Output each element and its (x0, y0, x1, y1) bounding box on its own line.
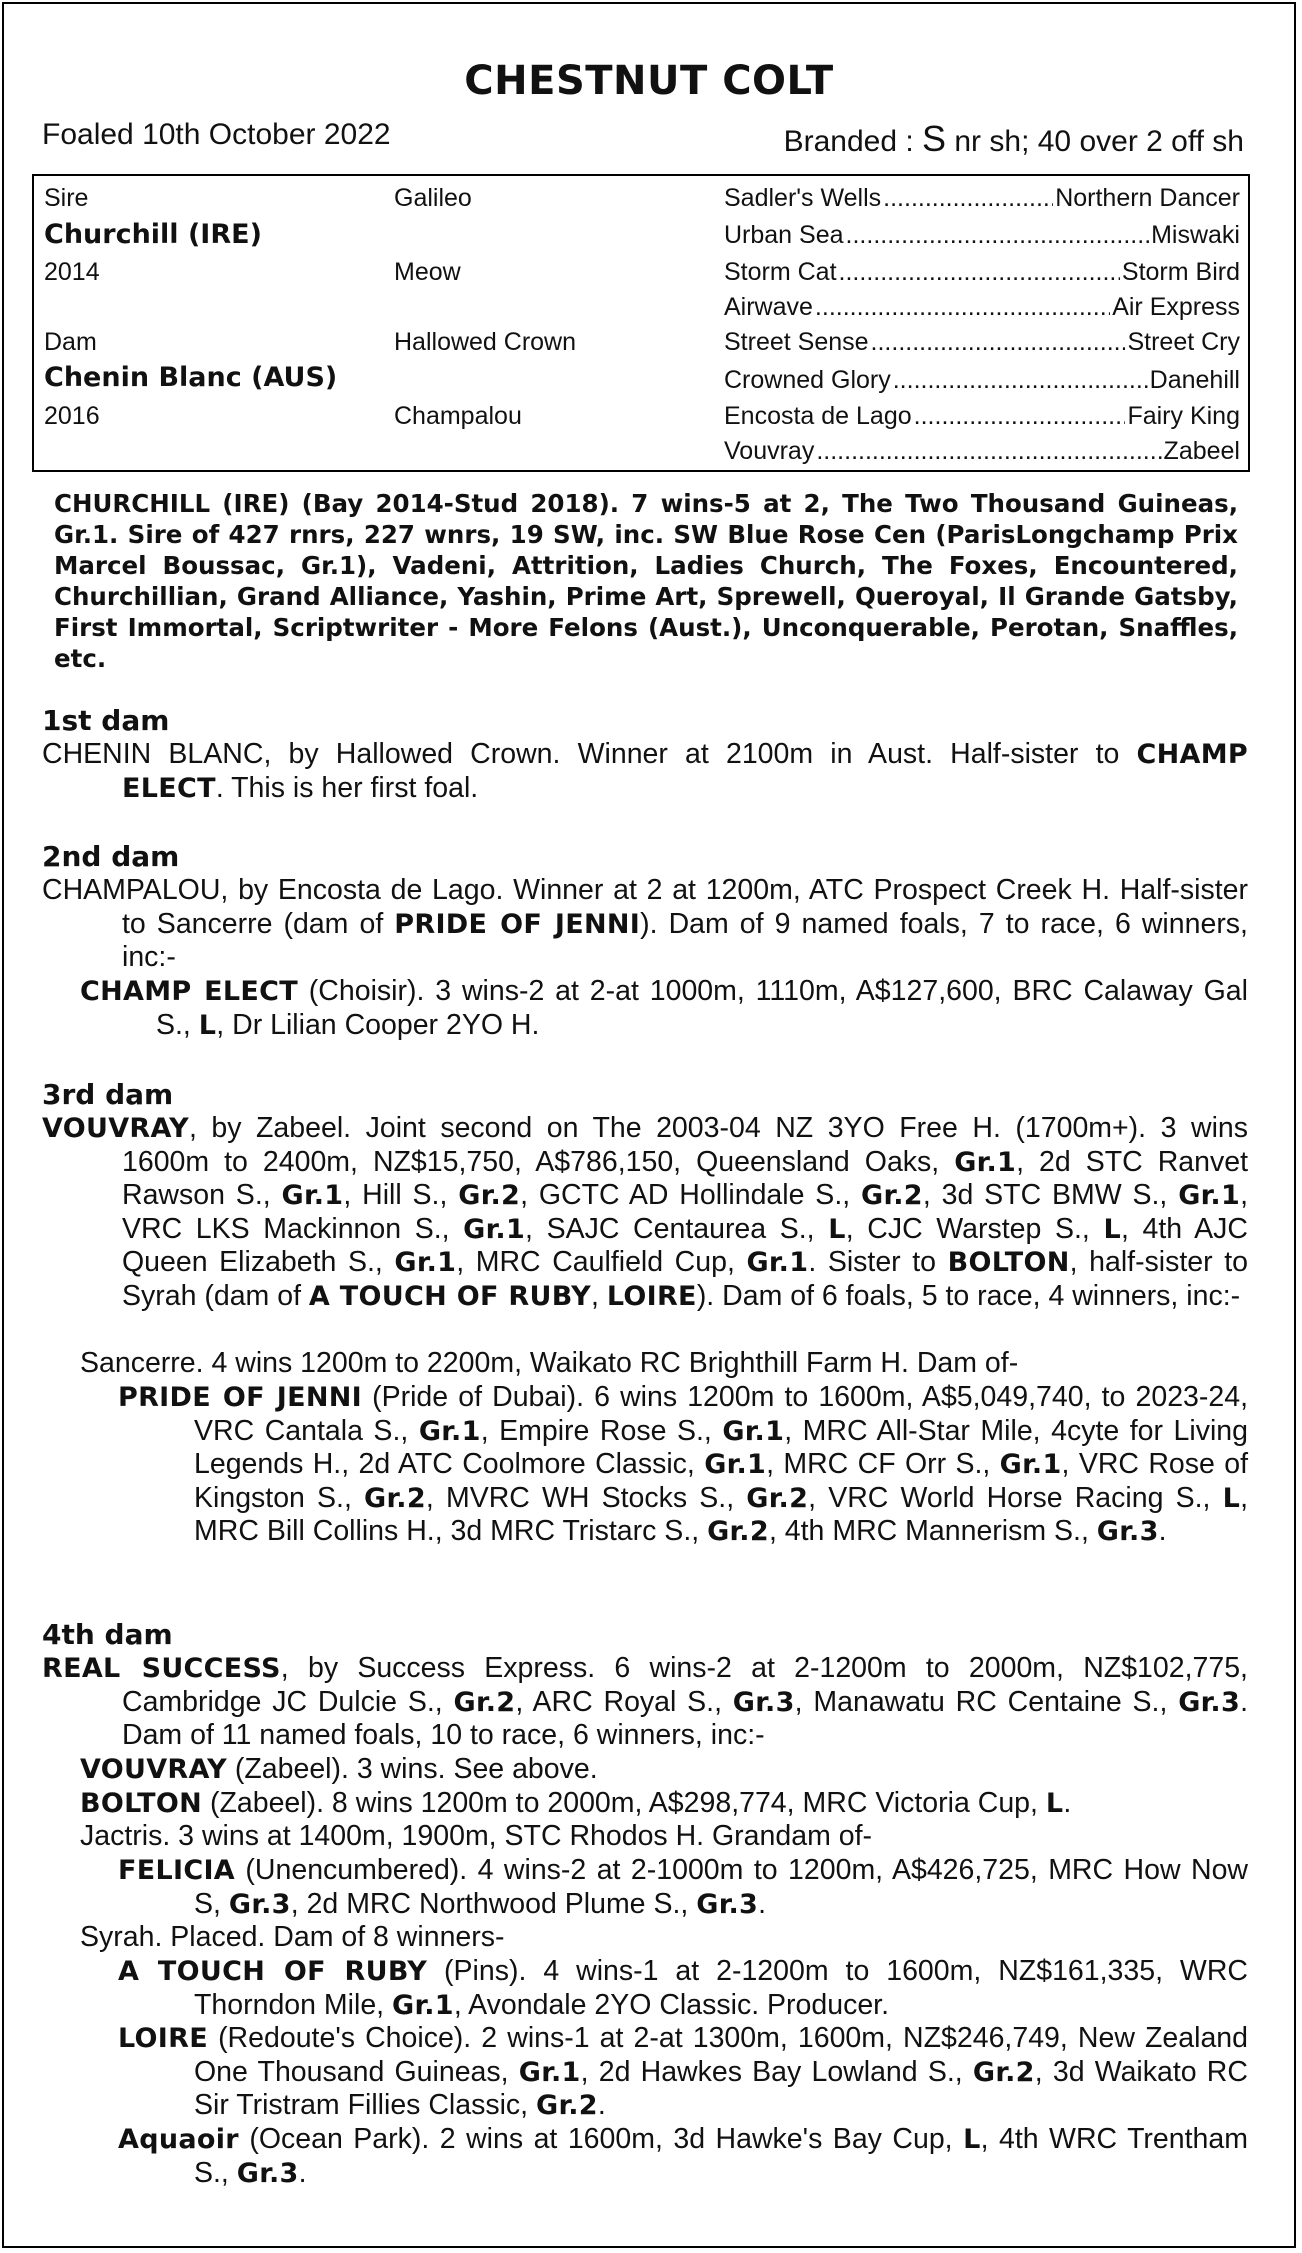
dam-label: Dam (44, 328, 97, 356)
ancestor-row (724, 328, 1240, 357)
produce-entry: Syrah. Placed. Dam of 8 winners- (80, 1921, 505, 1953)
third-dam-heading: 3rd dam (42, 1078, 174, 1111)
ancestor-right: Storm Bird (1121, 258, 1240, 286)
ancestor-right: Street Cry (1127, 328, 1240, 356)
branded-suffix: nr sh; 40 over 2 off sh (954, 125, 1244, 158)
ancestor-row (724, 258, 1240, 287)
produce-entry: BOLTON (Zabeel). 8 wins 1200m to 2000m, A$298,774, MRC Victoria Cup, L. (80, 1787, 1072, 1819)
ancestor-left: Urban Sea (724, 221, 844, 249)
ancestor-right: Air Express (1112, 293, 1240, 321)
ancestor-right: Northern Dancer (1055, 184, 1240, 212)
ancestor-row (724, 366, 1240, 395)
dam-dam: Champalou (394, 402, 522, 430)
ancestor-row (724, 402, 1240, 431)
ancestor-right: Danehill (1149, 366, 1240, 394)
branded-prefix: Branded : (783, 125, 914, 158)
ancestor-left: Airwave (724, 293, 813, 321)
third-dam-text: VOUVRAY, by Zabeel. Joint second on The 2003-04 NZ 3YO Free H. (1700m+). 3 wins 1600m to 2400m, NZ$15,750, A$786,150, Queensland Oaks, Gr.1, 2d STC Ranvet Rawson S., Gr.1, Hill S., Gr.2, GCTC AD Hollindale S., Gr.2, 3d STC BMW S., Gr.1, VRC LKS Mackinnon S., Gr.1, SAJC Centaurea S., L, CJC Warstep S., L, 4th AJC Queen Elizabeth S., Gr.1, MRC Caulfield Cup, Gr.1. Sister to BOLTON, half-sister to Syrah (dam of A TOUCH OF RUBY, LOIRE). Dam of 6 foals, 5 to race, 4 winners, inc:- (42, 1112, 1248, 1312)
ancestor-left: Storm Cat (724, 258, 837, 286)
ancestor-row (724, 221, 1240, 250)
grand-produce-entry: PRIDE OF JENNI (Pride of Dubai). 6 wins 1200m to 1600m, A$5,049,740, to 2023-24, VRC Cantala S., Gr.1, Empire Rose S., Gr.1, MRC All-Star Mile, 4cyte for Living Legends H., 2d ATC Coolmore Classic, Gr.1, MRC CF Orr S., Gr.1, VRC Rose of Kingston S., Gr.2, MVRC WH Stocks S., Gr.2, VRC World Horse Racing S., L, MRC Bill Collins H., 3d MRC Tristarc S., Gr.2, 4th MRC Mannerism S., Gr.3. (118, 1381, 1249, 1548)
first-dam-text: CHENIN BLANC, by Hallowed Crown. Winner at 2100m in Aust. Half-sister to CHAMP ELECT. This is her first foal. (42, 738, 1248, 804)
first-dam-heading: 1st dam (42, 704, 170, 737)
ancestor-left: Street Sense (724, 328, 869, 356)
brand-mark: S (922, 118, 947, 159)
ancestor-row (724, 184, 1240, 213)
pedigree-table (32, 174, 1250, 472)
sire-sire: Galileo (394, 184, 472, 212)
ancestor-right: Zabeel (1163, 437, 1240, 465)
page-title: CHESTNUT COLT (464, 58, 834, 104)
sire-summary: CHURCHILL (IRE) (Bay 2014-Stud 2018). 7 wins-5 at 2, The Two Thousand Guineas, Gr.1. Sire of 427 rnrs, 227 wnrs, 19 SW, inc. SW Blue Rose Cen (ParisLongchamp Prix Marcel Boussac, Gr.1), Vadeni, Attrition, Ladies Church, The Foxes, Encountered, Churchillian, Grand Alliance, Yashin, Prime Art, Sprewell, Queroyal, Il Grande Gatsby, First Immortal, Scriptwriter - More Felons (Aust.), Unconquerable, Perotan, Snaffles, etc. (54, 489, 1238, 673)
dam-sire: Hallowed Crown (394, 328, 577, 356)
catalogue-page (2, 2, 1296, 2248)
sire-year: 2014 (44, 258, 100, 286)
ancestor-left: Vouvray (724, 437, 815, 465)
produce-entry: Jactris. 3 wins at 1400m, 1900m, STC Rhodos H. Grandam of- (80, 1820, 872, 1852)
sire-name: Churchill (IRE) (44, 219, 262, 250)
produce-entry: VOUVRAY (Zabeel). 3 wins. See above. (80, 1753, 598, 1785)
fourth-dam-heading: 4th dam (42, 1618, 173, 1651)
dam-year: 2016 (44, 402, 100, 430)
produce-entry: Sancerre. 4 wins 1200m to 2200m, Waikato RC Brighthill Farm H. Dam of- (80, 1347, 1019, 1379)
grand-produce-entry: LOIRE (Redoute's Choice). 2 wins-1 at 2-at 1300m, 1600m, NZ$246,749, New Zealand One Thousand Guineas, Gr.1, 2d Hawkes Bay Lowland S., Gr.2, 3d Waikato RC Sir Tristram Fillies Classic, Gr.2. (118, 2022, 1248, 2122)
ancestor-right: Miswaki (1151, 221, 1240, 249)
second-dam-text: CHAMPALOU, by Encosta de Lago. Winner at 2 at 1200m, ATC Prospect Creek H. Half-sister to Sancerre (dam of PRIDE OF JENNI). Dam of 9 named foals, 7 to race, 6 winners, inc:- (42, 874, 1248, 974)
ancestor-right: Fairy King (1127, 402, 1240, 430)
fourth-dam-text: REAL SUCCESS, by Success Express. 6 wins-2 at 2-1200m to 2000m, NZ$102,775, Cambridge JC Dulcie S., Gr.2, ARC Royal S., Gr.3, Manawatu RC Centaine S., Gr.3. Dam of 11 named foals, 10 to race, 6 winners, inc:- (42, 1652, 1248, 1752)
ancestor-left: Crowned Glory (724, 366, 891, 394)
brand-description (784, 118, 1244, 160)
grand-produce-entry: FELICIA (Unencumbered). 4 wins-2 at 2-1000m to 1200m, A$426,725, MRC How Now S, Gr.3, 2d MRC Northwood Plume S., Gr.3. (118, 1854, 1248, 1920)
foaled-date: Foaled 10th October 2022 (42, 118, 391, 151)
second-dam-heading: 2nd dam (42, 840, 180, 873)
sire-dam: Meow (394, 258, 461, 286)
sire-label: Sire (44, 184, 89, 212)
ancestor-left: Encosta de Lago (724, 402, 912, 430)
ancestor-row (724, 437, 1240, 466)
dam-name: Chenin Blanc (AUS) (44, 362, 338, 393)
produce-entry: CHAMP ELECT (Choisir). 3 wins-2 at 2-at 1000m, 1110m, A$127,600, BRC Calaway Gal S., L, Dr Lilian Cooper 2YO H. (80, 975, 1248, 1041)
grand-produce-entry: Aquaoir (Ocean Park). 2 wins at 1600m, 3d Hawke's Bay Cup, L, 4th WRC Trentham S., Gr.3. (118, 2123, 1248, 2189)
grand-produce-entry: A TOUCH OF RUBY (Pins). 4 wins-1 at 2-1200m to 1600m, NZ$161,335, WRC Thorndon Mile, Gr.1, Avondale 2YO Classic. Producer. (118, 1955, 1248, 2021)
ancestor-left: Sadler's Wells (724, 184, 882, 212)
ancestor-row (724, 293, 1240, 322)
